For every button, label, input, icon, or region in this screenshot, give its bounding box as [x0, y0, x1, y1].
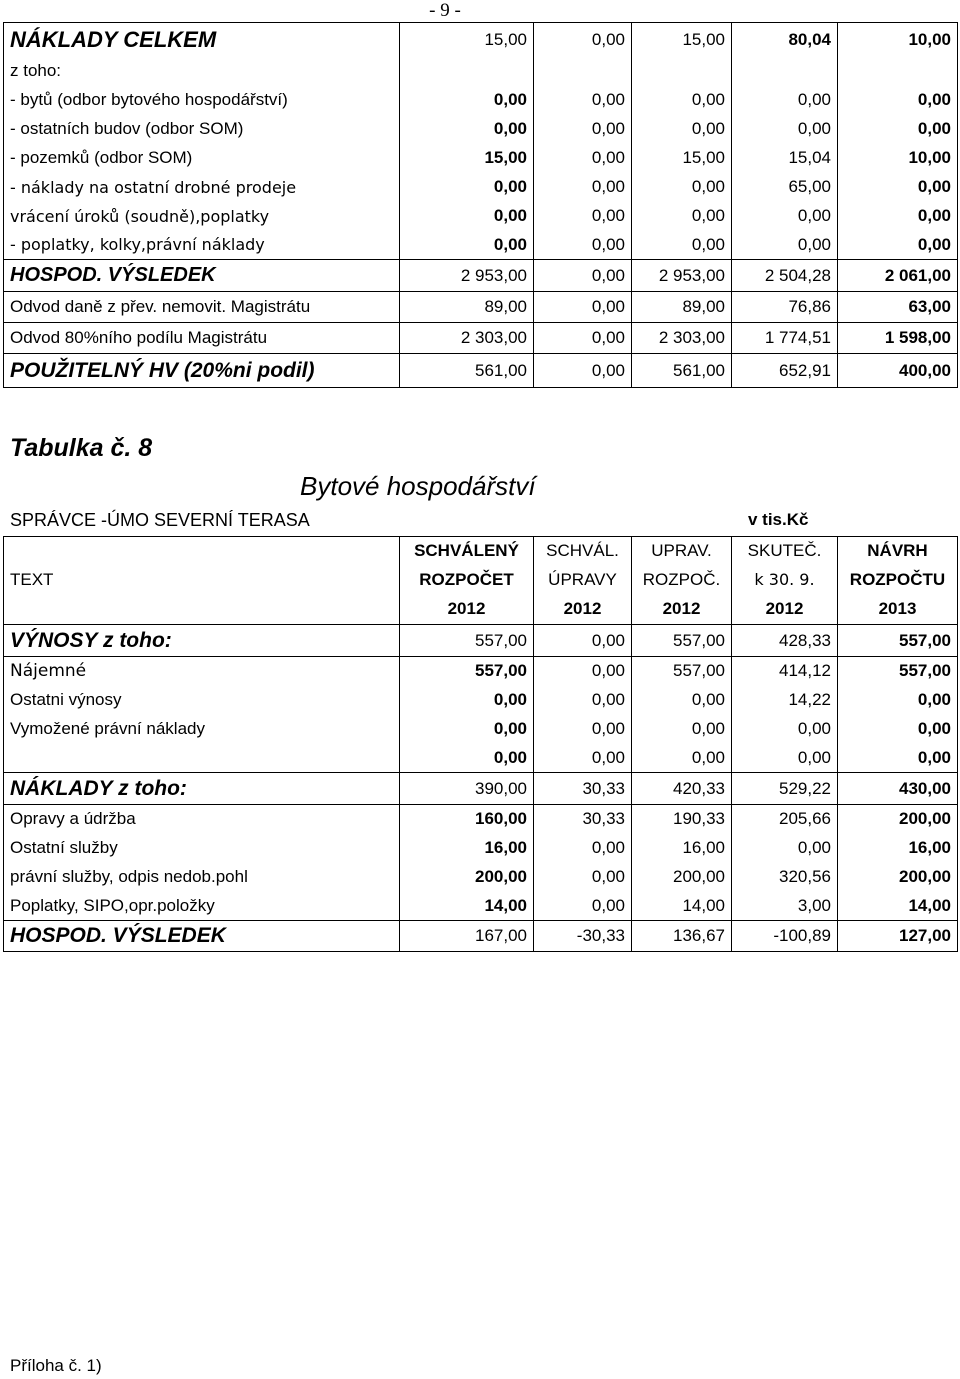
- cell-value: 557,00: [400, 625, 534, 657]
- row-label: Opravy a údržba: [4, 805, 400, 834]
- cell-value: 0,00: [838, 715, 958, 744]
- table-row: [4, 773, 958, 805]
- cell-value: 1 774,51: [732, 323, 838, 354]
- cell-value: 0,00: [400, 202, 534, 231]
- cell-value: 0,00: [632, 86, 732, 115]
- header-text-label: TEXT: [4, 565, 400, 595]
- header-cell: NÁVRH: [838, 537, 958, 565]
- cell-value: 200,00: [400, 863, 534, 892]
- table-row: [4, 921, 958, 952]
- cell-value: 160,00: [400, 805, 534, 834]
- cell-value: 557,00: [838, 657, 958, 686]
- cell-value: 0,00: [632, 715, 732, 744]
- header-cell: 2012: [400, 595, 534, 625]
- cell-value: 0,00: [534, 115, 632, 144]
- cell-value: 1 598,00: [838, 323, 958, 354]
- cell-value: 30,33: [534, 805, 632, 834]
- cell-value: 0,00: [838, 86, 958, 115]
- header-cell: SCHVÁLENÝ: [400, 537, 534, 565]
- cell-value: 15,00: [400, 144, 534, 173]
- row-label: Ostatní služby: [4, 834, 400, 863]
- header-cell: 2012: [632, 595, 732, 625]
- cell-value: 0,00: [732, 86, 838, 115]
- cell-value: 0,00: [534, 834, 632, 863]
- row-label: - bytů (odbor bytového hospodářství): [4, 86, 400, 115]
- row-label: - pozemků (odbor SOM): [4, 144, 400, 173]
- cell-value: 200,00: [838, 805, 958, 834]
- footer-annex-label: Příloha č. 1): [10, 1356, 102, 1375]
- cell-value: 420,33: [632, 773, 732, 805]
- row-label: HOSPOD. VÝSLEDEK: [4, 260, 400, 292]
- cell-value: 0,00: [534, 23, 632, 57]
- cell-value: 0,00: [632, 686, 732, 715]
- row-label: právní služby, odpis nedob.pohl: [4, 863, 400, 892]
- cell-value: 10,00: [838, 23, 958, 57]
- cell-value: 14,00: [632, 892, 732, 921]
- header-cell: k 30. 9.: [732, 565, 838, 595]
- cell-value: 0,00: [732, 231, 838, 260]
- cell-value: 2 953,00: [632, 260, 732, 292]
- header-cell: ROZPOČTU: [838, 565, 958, 595]
- cell-value: 89,00: [632, 292, 732, 323]
- cell-value: 15,00: [632, 23, 732, 57]
- cell-value: 0,00: [534, 715, 632, 744]
- cell-value: 0,00: [732, 115, 838, 144]
- row-label: HOSPOD. VÝSLEDEK: [4, 921, 400, 952]
- header-row: [4, 595, 958, 625]
- header-cell: ROZPOČ.: [632, 565, 732, 595]
- page-number: - 9 -: [429, 0, 461, 21]
- cell-value: 136,67: [632, 921, 732, 952]
- cell-value: 557,00: [632, 657, 732, 686]
- table-row: [4, 657, 958, 686]
- table-row: [4, 57, 958, 86]
- table-title: Tabulka č. 8: [10, 434, 153, 462]
- cell-value: 0,00: [400, 86, 534, 115]
- cell-value: 2 303,00: [400, 323, 534, 354]
- cell-value: 127,00: [838, 921, 958, 952]
- cell-value: 63,00: [838, 292, 958, 323]
- row-label: Vymožené právní náklady: [4, 715, 400, 744]
- cell-value: 0,00: [732, 744, 838, 773]
- table-row: [4, 292, 958, 323]
- header-cell: 2013: [838, 595, 958, 625]
- cell-value: 0,00: [534, 686, 632, 715]
- cell-value: 15,04: [732, 144, 838, 173]
- cell-value: 0,00: [400, 686, 534, 715]
- cell-value: 2 303,00: [632, 323, 732, 354]
- cell-value: 0,00: [732, 834, 838, 863]
- cell-value: 0,00: [534, 144, 632, 173]
- row-label: Ostatni výnosy: [4, 686, 400, 715]
- cell-value: 0,00: [838, 115, 958, 144]
- row-label: Poplatky, SIPO,opr.položky: [4, 892, 400, 921]
- row-label: [4, 744, 400, 773]
- cell-value: 390,00: [400, 773, 534, 805]
- cell-value: 76,86: [732, 292, 838, 323]
- row-label: - ostatních budov (odbor SOM): [4, 115, 400, 144]
- row-label: VÝNOSY z toho:: [4, 625, 400, 657]
- unit-label: v tis.Kč: [748, 510, 809, 529]
- cell-value: 15,00: [400, 23, 534, 57]
- row-label: NÁKLADY CELKEM: [4, 23, 400, 57]
- cell-value: 2 061,00: [838, 260, 958, 292]
- table-row: [4, 231, 958, 260]
- row-label: z toho:: [4, 57, 400, 86]
- cell-value: 65,00: [732, 173, 838, 202]
- cell-value: 10,00: [838, 144, 958, 173]
- cell-value: 0,00: [534, 231, 632, 260]
- table-row: [4, 260, 958, 292]
- cell-value: 30,33: [534, 773, 632, 805]
- cell-value: 400,00: [838, 354, 958, 388]
- cell-value: -100,89: [732, 921, 838, 952]
- header-cell: SKUTEČ.: [732, 537, 838, 565]
- row-label: - poplatky, kolky,právní náklady: [4, 231, 400, 260]
- cell-value: 561,00: [400, 354, 534, 388]
- header-cell: 2012: [732, 595, 838, 625]
- cell-value: 0,00: [838, 744, 958, 773]
- cell-value: 0,00: [534, 86, 632, 115]
- cell-value: 0,00: [400, 231, 534, 260]
- row-label: Odvod 80%ního podílu Magistrátu: [4, 323, 400, 354]
- cell-value: 0,00: [400, 115, 534, 144]
- cell-value: 430,00: [838, 773, 958, 805]
- cell-value: 14,00: [400, 892, 534, 921]
- cell-value: 0,00: [534, 260, 632, 292]
- cell-value: 0,00: [838, 231, 958, 260]
- table-row: [4, 23, 958, 57]
- table-row: [4, 715, 958, 744]
- table-row: [4, 863, 958, 892]
- cell-value: 0,00: [632, 202, 732, 231]
- cell-value: 0,00: [534, 744, 632, 773]
- table-row: [4, 625, 958, 657]
- table-row: [4, 202, 958, 231]
- table-row: [4, 686, 958, 715]
- cell-value: 0,00: [838, 686, 958, 715]
- row-label: Nájemné: [4, 657, 400, 686]
- table-row: [4, 173, 958, 202]
- table-row: [4, 744, 958, 773]
- table-subtitle: Bytové hospodářství: [300, 471, 536, 501]
- cell-value: 2 953,00: [400, 260, 534, 292]
- cell-value: 0,00: [534, 863, 632, 892]
- cell-value: 16,00: [838, 834, 958, 863]
- table-row: [4, 86, 958, 115]
- cell-value: 16,00: [632, 834, 732, 863]
- table-row: [4, 892, 958, 921]
- cell-value: 0,00: [632, 744, 732, 773]
- cell-value: 0,00: [632, 173, 732, 202]
- cell-value: 0,00: [400, 173, 534, 202]
- header-cell: ÚPRAVY: [534, 565, 632, 595]
- row-label: NÁKLADY z toho:: [4, 773, 400, 805]
- cell-value: 561,00: [632, 354, 732, 388]
- cell-value: 428,33: [732, 625, 838, 657]
- cell-value: 557,00: [632, 625, 732, 657]
- cell-value: 652,91: [732, 354, 838, 388]
- cell-value: 205,66: [732, 805, 838, 834]
- cell-value: 0,00: [400, 715, 534, 744]
- cell-value: 0,00: [534, 292, 632, 323]
- administrator-label: SPRÁVCE -ÚMO SEVERNÍ TERASA: [10, 510, 310, 530]
- table-row: [4, 144, 958, 173]
- header-cell: UPRAV.: [632, 537, 732, 565]
- cell-value: -30,33: [534, 921, 632, 952]
- cell-value: 0,00: [534, 354, 632, 388]
- cell-value: 0,00: [838, 173, 958, 202]
- table-row: [4, 805, 958, 834]
- cell-value: 0,00: [632, 115, 732, 144]
- row-label: POUŽITELNÝ HV (20%ni podil): [4, 354, 400, 388]
- cell-value: 0,00: [534, 657, 632, 686]
- header-cell: 2012: [534, 595, 632, 625]
- cell-value: 0,00: [400, 744, 534, 773]
- cell-value: 0,00: [732, 715, 838, 744]
- cell-value: 3,00: [732, 892, 838, 921]
- cell-value: 320,56: [732, 863, 838, 892]
- cell-value: 167,00: [400, 921, 534, 952]
- cell-value: 80,04: [732, 23, 838, 57]
- cell-value: 557,00: [838, 625, 958, 657]
- cell-value: 0,00: [534, 173, 632, 202]
- cell-value: 190,33: [632, 805, 732, 834]
- cell-value: 2 504,28: [732, 260, 838, 292]
- table-row: [4, 354, 958, 388]
- cell-value: 14,22: [732, 686, 838, 715]
- cell-value: 0,00: [534, 323, 632, 354]
- cell-value: 0,00: [534, 892, 632, 921]
- cell-value: 0,00: [534, 625, 632, 657]
- row-label: vrácení úroků (soudně),poplatky: [4, 202, 400, 231]
- cell-value: 0,00: [534, 202, 632, 231]
- cell-value: 529,22: [732, 773, 838, 805]
- header-row: [4, 537, 958, 565]
- table-housing: [3, 536, 958, 952]
- header-row: [4, 565, 958, 595]
- cell-value: 0,00: [732, 202, 838, 231]
- cell-value: 89,00: [400, 292, 534, 323]
- table-row: [4, 834, 958, 863]
- cell-value: 200,00: [632, 863, 732, 892]
- cell-value: 15,00: [632, 144, 732, 173]
- header-cell: SCHVÁL.: [534, 537, 632, 565]
- cell-value: 0,00: [632, 231, 732, 260]
- table-row: [4, 323, 958, 354]
- header-cell: ROZPOČET: [400, 565, 534, 595]
- cell-value: 14,00: [838, 892, 958, 921]
- table-costs-continued: [3, 22, 958, 388]
- row-label: - náklady na ostatní drobné prodeje: [4, 173, 400, 202]
- cell-value: 414,12: [732, 657, 838, 686]
- cell-value: 16,00: [400, 834, 534, 863]
- cell-value: 557,00: [400, 657, 534, 686]
- row-label: Odvod daně z přev. nemovit. Magistrátu: [4, 292, 400, 323]
- table-row: [4, 115, 958, 144]
- cell-value: 0,00: [838, 202, 958, 231]
- cell-value: 200,00: [838, 863, 958, 892]
